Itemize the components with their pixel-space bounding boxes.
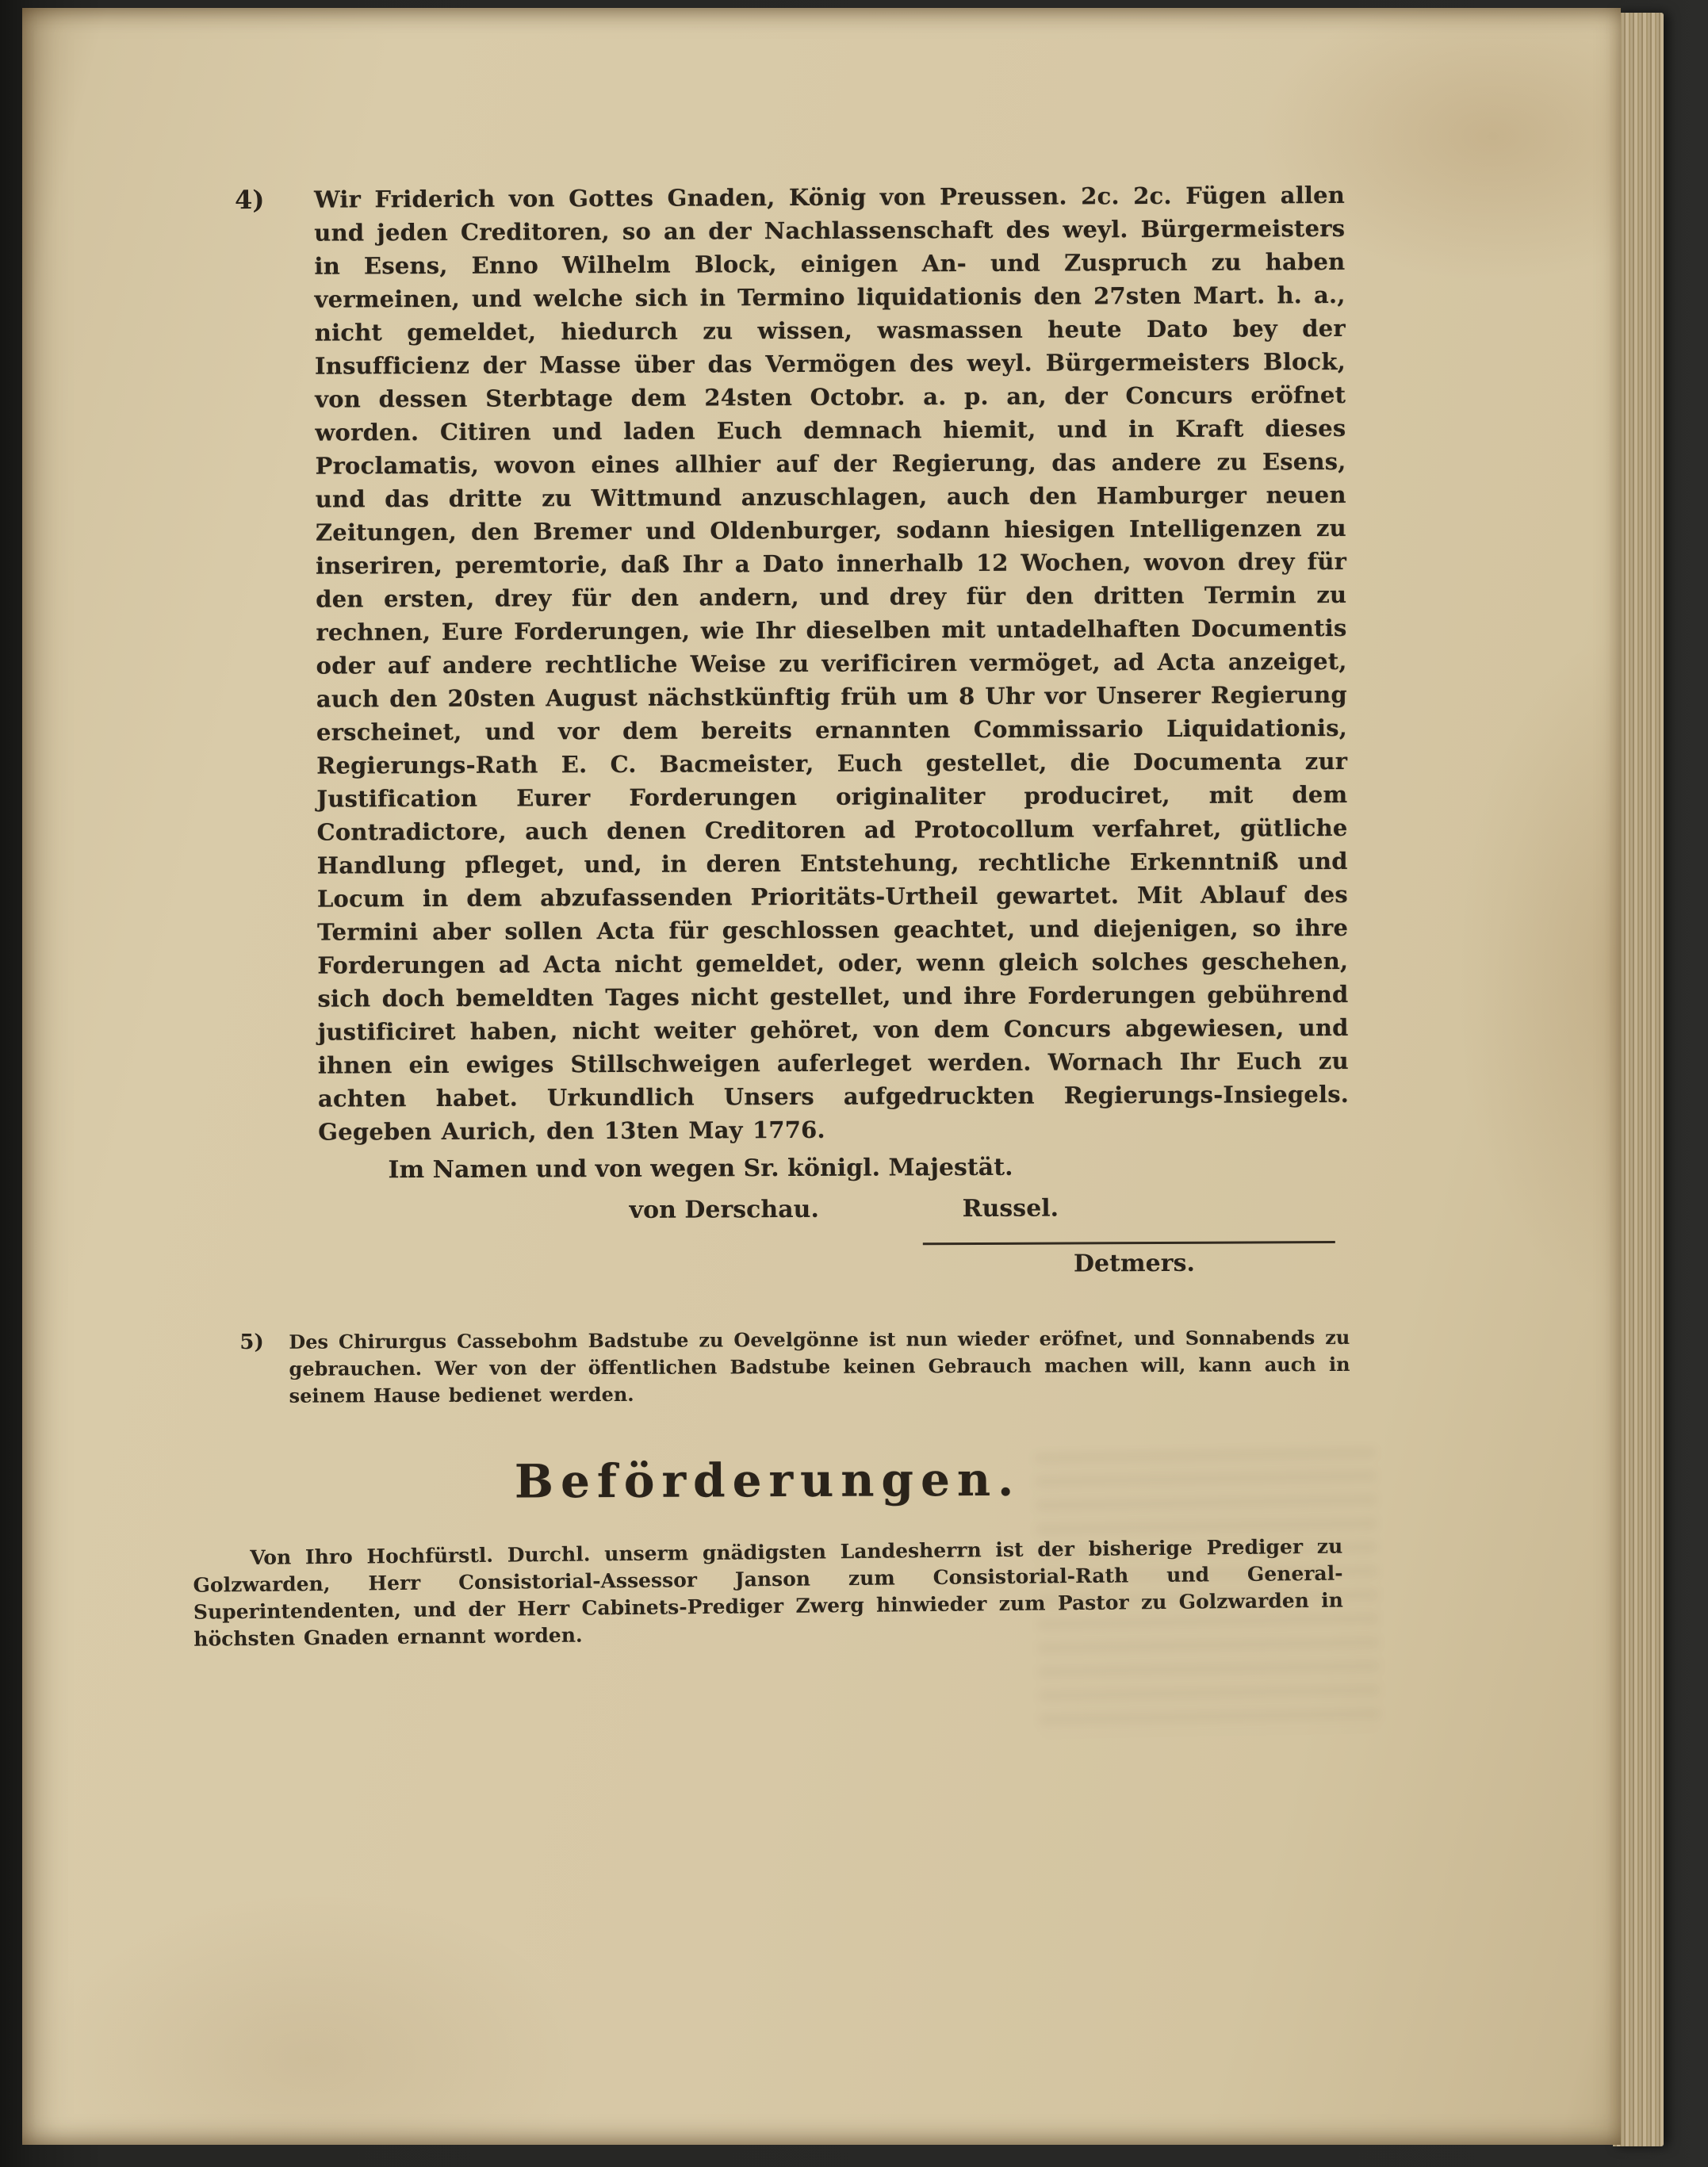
signatory-russel: Russel. (962, 1194, 1059, 1223)
bathhouse-notice-text: Des Chirurgus Cassebohm Badstube zu Oevelgönne ist nun wieder eröfnet, und Sonnabends zu gebrauchen. Wer von der öffentlichen Badstube keinen Gebrauch machen will, kann auch in seinem Hause bedienet werden. (289, 1325, 1350, 1407)
signatory-derschau: von Derschau. (629, 1195, 819, 1224)
entry-4-number: 4) (234, 184, 265, 216)
entry-4 (235, 178, 1350, 1296)
signature-preamble: Im Namen und von wegen Sr. königl. Majestät. (388, 1153, 1013, 1185)
proclamation-text: Wir Friderich von Gottes Gnaden, König von Preussen. 2c. 2c. Fügen allen und jeden Creditoren, so an der Nachlassenschaft des weyl. Bürgermeisters in Esens, Enno Wilhelm Block, einigen An- und Zuspruch zu haben vermeinen, und welche sich in Termino liquidationis den 27sten Mart. h. a., nicht gemeldet, hiedurch zu wissen, wasmassen heute Dato bey der Insufficienz der Masse über das Vermögen des weyl. Bürgermeisters Block, von dessen Sterbtage dem 24sten Octobr. a. p. an, der Concurs eröfnet worden. Citiren und laden Euch demnach hiemit, und in Kraft dieses Proclamatis, wovon eines allhier auf der Regierung, das andere zu Esens, und das dritte zu Wittmund anzuschlagen, auch den Hamburger neuen Zeitungen, den Bremer und Oldenburger, sodann hiesigen Intelligenzen zu inseriren, peremtorie, daß Ihr a Dato innerhalb 12 Wochen, wovon drey für den ersten, drey für den andern, und drey für den dritten Termin zu rechnen, Eure Forderungen, wie Ihr dieselben mit untadelhaften Documentis oder auf andere rechtliche Weise zu verificiren vermöget, ad Acta anzeiget, auch den 20sten August nächstkünftig früh um 8 Uhr vor Unserer Regierung erscheinet, und vor dem bereits ernannten Commissario Liquidationis, Regierungs-Rath E. C. Bacmeister, Euch gestellet, die Documenta zur Justification Eurer Forderungen originaliter produciret, mit dem Contradictore, auch denen Creditoren ad Protocollum verfahret, gütliche Handlung pfleget, und, in deren Entstehung, rechtliche Erkenntniß und Locum in dem abzufassenden Prioritäts-Urtheil gewartet. Mit Ablauf des Termini aber sollen Acta für geschlossen geachtet, und diejenigen, so ihre Forderungen ad Acta nicht gemeldet, oder, wenn gleich solches geschehen, sich doch bemeldten Tages nicht gestellet, und ihre Forderungen gebührend justificiret haben, nicht weiter gehöret, von dem Concurs abgewiesen, und ihnen ein ewiges Stillschweigen auferleget werden. Wornach Ihr Euch zu achten habet. Urkundlich Unsers aufgedruckten Regierungs-Insiegels. Gegeben Aurich, den 13ten May 1776. (313, 181, 1350, 1146)
signatory-detmers: Detmers. (1073, 1249, 1195, 1278)
promotions-text: Von Ihro Hochfürstl. Durchl. unserm gnädigsten Landesherrn ist der bisherige Prediger zu Golzwarden, Herr Consistorial-Assessor Janson zum Consistorial-Rath und General-Superintendenten, und der Herr Cabinets-Prediger Zwerg hinwieder zum Pastor zu Golzwarden in höchsten Gnaden ernannt worden. (193, 1534, 1344, 1651)
section-heading: Beförderungen. (514, 1452, 1021, 1509)
entry-4-body (314, 178, 1350, 1296)
signature-block (318, 1152, 1350, 1296)
entry-5-number: 5) (239, 1330, 264, 1355)
page-content (193, 178, 1351, 1651)
entry-5-body (289, 1324, 1350, 1410)
paper-page (22, 8, 1621, 2145)
entry-5 (239, 1324, 1350, 1410)
signature-rule (923, 1241, 1335, 1245)
